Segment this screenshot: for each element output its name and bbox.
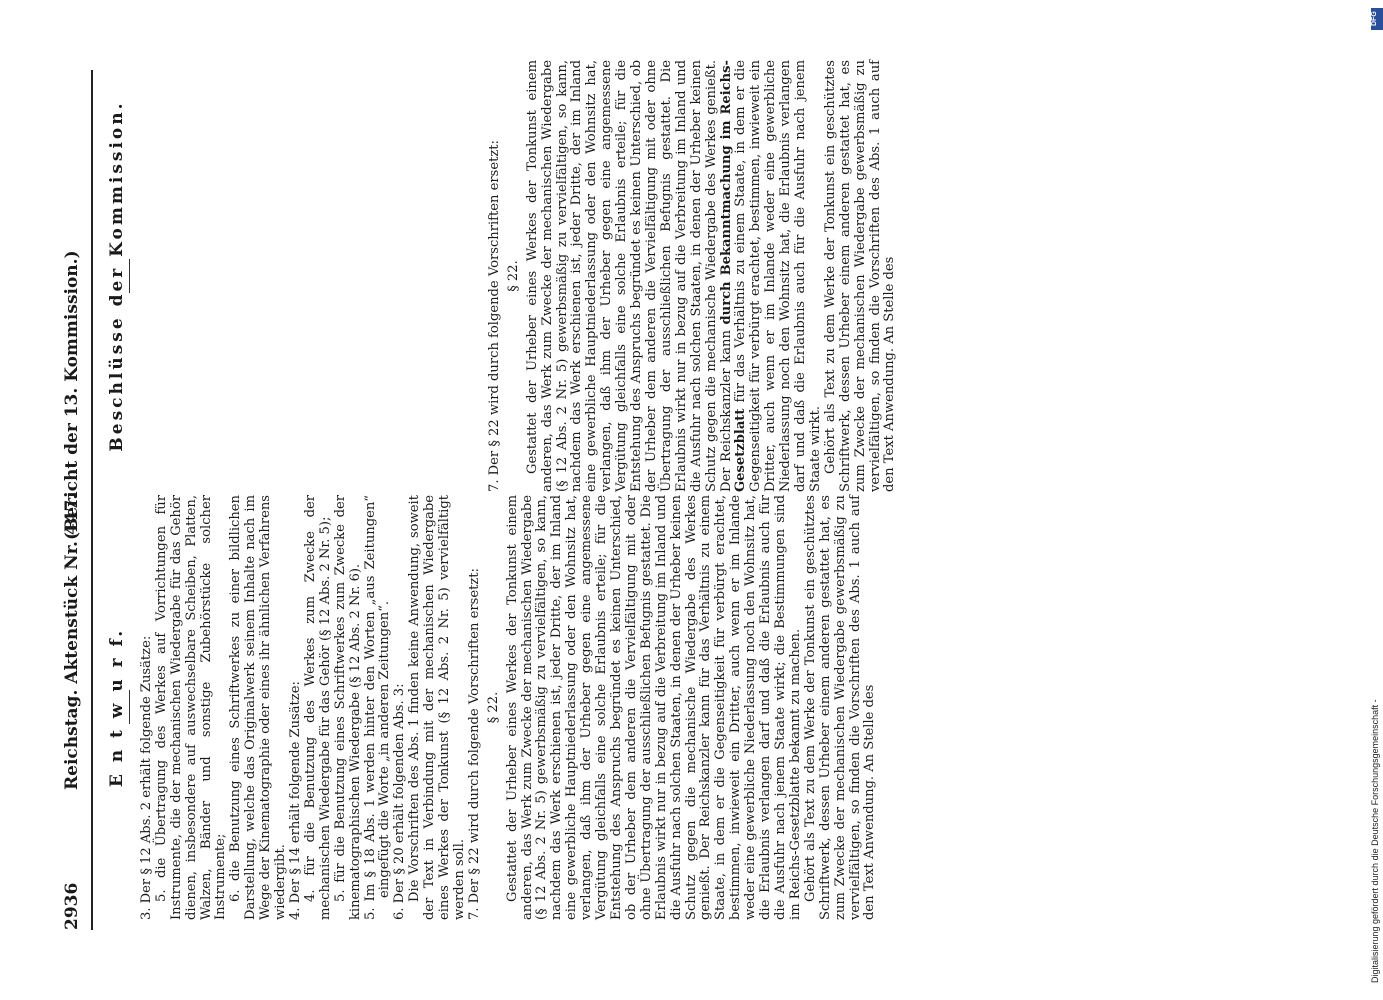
item-6-abs3: Die Vorschriften des Abs. 1 finden keine Anwendung, soweit der Text in Verbindung mit der mechanischen Wiedergabe eines Werkes der Tonkunst (§ 12 Abs. 2 Nr. 5) vervielfältigt werden soll. — [407, 495, 467, 920]
page-title: Reichstag. Aktenstück Nr. 447. — [62, 493, 82, 790]
blank-space — [140, 60, 488, 492]
digitization-note — [1370, 8, 1383, 998]
page-number: 2936 — [62, 882, 82, 930]
paragraph-heading: § 22. — [505, 260, 521, 292]
item-4: 4. Der § 14 erhält folgende Zusätze: — [287, 681, 303, 920]
page-header — [62, 70, 88, 930]
dfg-logo: DFG — [1371, 8, 1383, 30]
paragraph-text: für das Verhältnis zu einem Staate, in dem er die Gegenseitigkeit für verbürgt erachtet, bestimmen, inwieweit ein Dritter, auch wenn er im Inlande weder eine gewerbliche Niederlassung noch den Wohnsitz hat, die Erlaubnis verlangen darf und daß die Erlaubnis auch für die Ausfuhr nach jenem Staate wirkt. — [733, 60, 823, 492]
item-4-4: 4. für die Benutzung des Werkes zum Zwecke der mechanischen Wiedergabe für das Gehör (§ 12 Abs. 2 Nr. 5); — [302, 495, 333, 920]
item-3-6: 6. die Benutzung eines Schriftwerkes zu einer bildlichen Darstellung, welche das Originalwerk seinem Inhalte nach im Wege der Kinematographie oder eines ihr ähnlichen Verfahrens wiedergibt. — [228, 495, 289, 920]
bold-insertion: durch Bekanntmachung im Reichs-Gesetzblatt — [718, 60, 749, 492]
paragraph-heading: § 22. — [485, 691, 501, 724]
page-title-right: (Bericht der 13. Kommission.) — [62, 250, 82, 540]
column-heading-entwurf: E n t w u r f. — [107, 627, 127, 788]
heading-separator — [129, 691, 130, 725]
paragraph-22-abs1: Gestattet der Urheber eines Werkes der Tonkunst einem anderen, das Werk zum Zwecke der mechanischen Wiedergabe (§ 12 Abs. 2 Nr. 5) gewerbsmäßig zu vervielfältigen, so kann, nachdem das Werk erschienen ist, jeder Dritte, der im Inland eine gewerbliche Hauptniederlassung oder den Wohnsitz hat, verlangen, daß ihm der Urheber gegen eine angemessene Vergütung gleichfalls eine solche Erlaubnis erteile; für die Entstehung des Anspruchs begründet es keinen Unterschied, ob der Urheber dem anderen die Vervielfältigung mit oder ohne Übertragung der ausschließlichen Befugnis gestattet. Die Erlaubnis wirkt nur in bezug auf die Verbreitung im Inland und die Ausfuhr nach solchen Staaten, in denen der Urheber keinen Schutz gegen die mechanische Wiedergabe des Werkes genießt. Der Reichskanzler kann für das Verhältnis zu einem Staate, in dem er die Gegenseitigkeit für verbürgt erachtet, bestimmen, inwieweit ein Dritter, auch wenn er im Inlande weder eine gewerbliche Niederlassung noch den Wohnsitz hat, die Erlaubnis verlangen darf und daß die Erlaubnis auch für die Ausfuhr nach jenem Staate wirkt; die Bestimmungen sind im Reichs-Gesetzblatte bekannt zu machen. — [504, 495, 803, 920]
paragraph-22-abs2: Gehört als Text zu dem Werke der Tonkunst ein geschütztes Schriftwerk, dessen Urheber einem anderen gestattet hat, es zum Zwecke der mechanischen Wiedergabe gewerbsmäßig zu vervielfältigen, so finden die Vorschriften des Abs. 1 auch auf den Text Anwendung. An Stelle des — [822, 60, 898, 492]
paragraph-22-abs2: Gehört als Text zu dem Werke der Tonkunst ein geschütztes Schriftwerk, dessen Urheber einem anderen gestattet hat, es zum Zwecke der mechanischen Wiedergabe gewerbsmäßig zu vervielfältigen, so finden die Vorschriften des Abs. 1 auch auf den Text Anwendung. An Stelle des — [802, 495, 878, 920]
item-4-5: 5. für die Benutzung eines Schriftwerkes zum Zwecke der kinematographischen Wiedergabe (§ 12 Abs. 2 Nr. 6). — [332, 495, 363, 920]
digitization-text: Digitalisierung gefördert durch die Deutsche Forschungsgemeinschaft - — [1370, 699, 1380, 983]
item-3: 3. Der § 12 Abs. 2 erhält folgende Zusätze: — [138, 635, 154, 920]
column-heading-beschluesse: Beschlüsse der Kommission. — [107, 100, 127, 452]
item-7: 7. Der § 22 wird durch folgende Vorschriften ersetzt: — [486, 140, 502, 492]
column-beschluesse — [96, 60, 898, 492]
paragraph-22-abs1 — [526, 60, 824, 492]
item-5: 5. Im § 18 Abs. 1 werden hinter den Worten „aus Zeitungen“ eingefügt die Worte „in anderen Zeitungen“. — [362, 495, 393, 920]
heading-separator — [129, 259, 130, 293]
header-rule — [91, 70, 93, 930]
item-6: 6. Der § 20 erhält folgenden Abs. 3: — [392, 683, 408, 920]
paragraph-text: Gestattet der Urheber eines Werkes der Tonkunst einem anderen, das Werk zum Zwecke der mechanischen Wiedergabe (§ 12 Abs. 2 Nr. 5) gewerbsmäßig zu vervielfältigen, so kann, nachdem das Werk erschienen ist, jeder Dritte, der im Inland eine gewerbliche Hauptniederlassung oder den Wohnsitz hat, verlangen, daß ihm der Urheber gegen eine angemessene Vergütung gleichfalls eine solche Erlaubnis erteile; für die Entstehung des Anspruchs begründet es keinen Unterschied, ob der Urheber dem anderen die Vervielfältigung mit oder ohne Übertragung der ausschließlichen Befugnis gestattet. Die Erlaubnis wirkt nur in bezug auf die Verbreitung im Inland und die Ausfuhr nach solchen Staaten, in denen der Urheber keinen Schutz gegen die mechanische Wiedergabe des Werkes genießt. Der Reichskanzler kann — [524, 60, 734, 492]
column-entwurf — [96, 495, 878, 920]
item-7: 7. Der § 22 wird durch folgende Vorschriften ersetzt: — [466, 568, 482, 920]
item-3-5: 5. die Übertragung des Werkes auf Vorrichtungen für Instrumente, die der mechanischen Wiedergabe für das Gehör dienen, insbesondere auf auswechselbare Scheiben, Platten, Walzen, Bänder und sonstige Zubehörstücke solcher Instrumente; — [153, 495, 229, 920]
